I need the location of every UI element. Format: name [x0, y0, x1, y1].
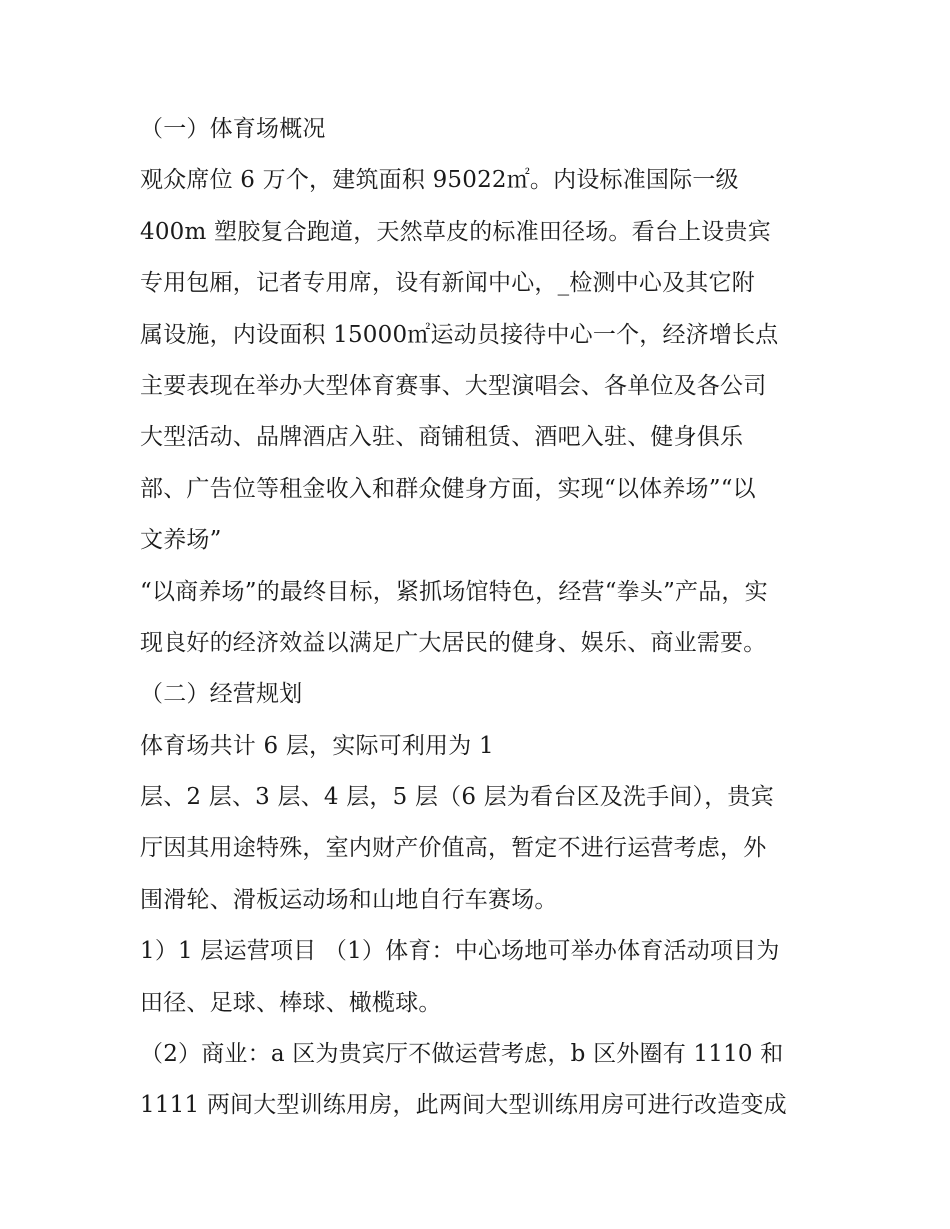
paragraph-line: 观众席位 6 万个，建筑面积 95022㎡。内设标准国际一级: [140, 167, 739, 194]
paragraph-line: 现良好的经济效益以满足广大居民的健身、娱乐、商业需要。: [140, 629, 767, 656]
paragraph-line: “以商养场”的最终目标，紧抓场馆特色，经营“拳头”产品，实: [140, 578, 768, 605]
paragraph-line: 1）1 层运营项目 （1）体育：中心场地可举办体育活动项目为: [140, 938, 780, 965]
document-body: [140, 104, 830, 1132]
paragraph-line: 田径、足球、棒球、橄榄球。: [140, 989, 442, 1016]
paragraph-line: 部、广告位等租金收入和群众健身方面，实现“以体养场”“以: [140, 475, 756, 502]
paragraph-line: 层、2 层、3 层、4 层，5 层（6 层为看台区及洗手间），贵宾: [140, 784, 774, 811]
paragraph-line: 围滑轮、滑板运动场和山地自行车赛场。: [140, 886, 558, 913]
paragraph-line: 文养场”: [140, 527, 222, 554]
paragraph-line: 大型活动、品牌酒店入驻、商铺租赁、酒吧入驻、健身俱乐: [140, 424, 744, 451]
paragraph-line: 主要表现在举办大型体育赛事、大型演唱会、各单位及各公司: [140, 372, 767, 399]
paragraph-line: 厅因其用途特殊，室内财产价值高，暂定不进行运营考虑，外: [140, 835, 767, 862]
paragraph-line: 400m 塑胶复合跑道，天然草皮的标准田径场。看台上设贵宾: [140, 218, 771, 245]
paragraph-line: 1111 两间大型训练用房，此两间大型训练用房可进行改造变成: [140, 1092, 787, 1119]
paragraph-line: 体育场共计 6 层，实际可利用为 1: [140, 732, 494, 759]
paragraph-line: 属设施，内设面积 15000㎡运动员接待中心一个，经济增长点: [140, 321, 779, 348]
paragraph-line: （2）商业：a 区为贵宾厅不做运营考虑，b 区外圈有 1110 和: [140, 1041, 784, 1068]
section-heading-planning: （二）经营规划: [140, 681, 303, 708]
section-heading-overview: （一）体育场概况: [140, 116, 326, 142]
paragraph-line: 专用包厢，记者专用席，设有新闻中心，_检测中心及其它附: [140, 270, 755, 297]
